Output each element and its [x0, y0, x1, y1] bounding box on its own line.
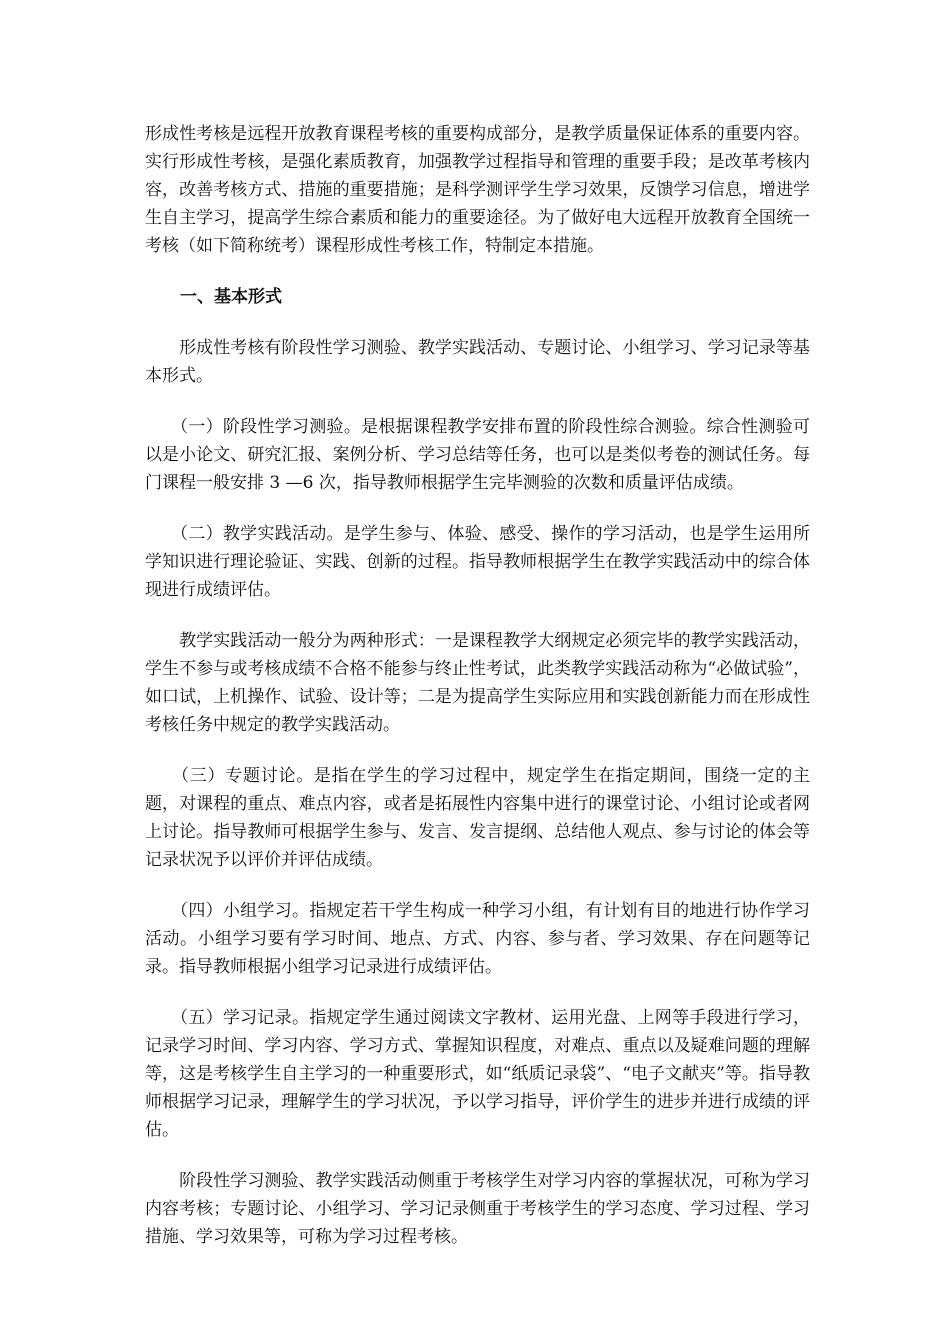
paragraph-topic-discussion: （三）专题讨论。是指在学生的学习过程中，规定学生在指定期间，围绕一定的主题，对课程的重点、难点内容，或者是拓展性内容集中进行的课堂讨论、小组讨论或者网上讨论。指导教师可根据学生参与、发言、发言提纲、总结他人观点、参与讨论的体会等记录状况予以评价并评估成绩。 [145, 766, 810, 870]
paragraph-group-study: （四）小组学习。指规定若干学生构成一种学习小组，有计划有目的地进行协作学习活动。小组学习要有学习时间、地点、方式、内容、参与者、学习效果、存在问题等记录。指导教师根据小组学习记录进行成绩评估。 [145, 901, 810, 977]
paragraph-forms-overview: 形成性考核有阶段性学习测验、教学实践活动、专题讨论、小组学习、学习记录等基本形式。 [145, 338, 810, 386]
paragraph-summary: 阶段性学习测验、教学实践活动侧重于考核学生对学习内容的掌握状况，可称为学习内容考核；专题讨论、小组学习、学习记录侧重于考核学生的学习态度、学习过程、学习措施、学习效果等，可称为学习过程考核。 [145, 1171, 810, 1247]
section-heading: 一、基本形式 [180, 287, 282, 307]
paragraph-practice-activity: （二）教学实践活动。是学生参与、体验、感受、操作的学习活动，也是学生运用所学知识进行理论验证、实践、创新的过程。指导教师根据学生在教学实践活动中的综合体现进行成绩评估。 [145, 524, 810, 600]
paragraph-stage-test: （一）阶段性学习测验。是根据课程教学安排布置的阶段性综合测验。综合性测验可以是小论文、研究汇报、案例分析、学习总结等任务，也可以是类似考卷的测试任务。每门课程一般安排 3 —6 次，指导教师根据学生完毕测验的次数和质量评估成绩。 [145, 417, 810, 493]
intro-paragraph: 形成性考核是远程开放教育课程考核的重要构成部分，是教学质量保证体系的重要内容。实行形成性考核，是强化素质教育，加强教学过程指导和管理的重要手段；是改革考核内容，改善考核方式、措施的重要措施；是科学测评学生学习效果，反馈学习信息，增进学生自主学习，提高学生综合素质和能力的重要途径。为了做好电大远程开放教育全国统一考核（如下简称统考）课程形成性考核工作，特制定本措施。 [145, 124, 810, 256]
document-page [145, 120, 810, 1274]
paragraph-practice-types: 教学实践活动一般分为两种形式：一是课程教学大纲规定必须完毕的教学实践活动，学生不参与或考核成绩不合格不能参与终止性考试，此类教学实践活动称为“必做试验”，如口试，上机操作、试验、设计等；二是为提高学生实际应用和实践创新能力而在形成性考核任务中规定的教学实践活动。 [145, 631, 810, 735]
paragraph-study-record: （五）学习记录。指规定学生通过阅读文字教材、运用光盘、上网等手段进行学习，记录学习时间、学习内容、学习方式、掌握知识程度，对难点、重点以及疑难问题的理解等，这是考核学生自主学习的一种重要形式，如“纸质记录袋”、“电子文献夹”等。指导教师根据学习记录，理解学生的学习状况，予以学习指导，评价学生的进步并进行成绩的评估。 [145, 1008, 810, 1140]
